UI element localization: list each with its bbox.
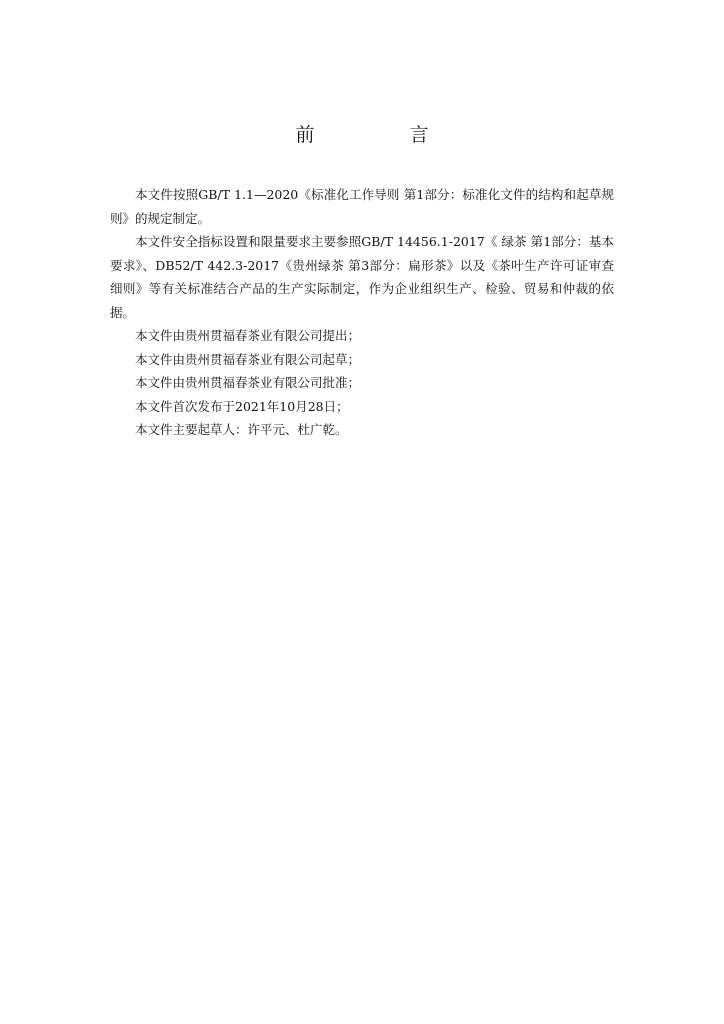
paragraph-reference-standards: 本文件安全指标设置和限量要求主要参照GB/T 14456.1-2017《 绿茶 第1部分：基本要求》、DB52/T 442.3-2017《贵州绿茶 第3部分：扁形茶》以及《茶叶生产许可证审查细则》等有关标准结合产品的生产实际制定，作为企业组织生产、检验、贸易和仲裁的依据。 <box>110 234 614 320</box>
paragraph-proposer: 本文件由贵州贯福春茶业有限公司提出； <box>135 328 361 343</box>
document-body <box>110 183 614 442</box>
paragraph-drafting-rules: 本文件按照GB/T 1.1—2020《标准化工作导则 第1部分：标准化文件的结构和起草规则》的规定制定。 <box>110 187 614 226</box>
page-title: 前 言 <box>295 124 467 146</box>
paragraph-approver: 本文件由贵州贯福春茶业有限公司批准； <box>135 375 361 390</box>
paragraph-main-drafters: 本文件主要起草人：许平元、杜广乾。 <box>135 422 348 437</box>
paragraph-release-date: 本文件首次发布于2021年10月28日； <box>135 398 349 414</box>
paragraph-drafter: 本文件由贵州贯福春茶业有限公司起草； <box>135 351 361 367</box>
